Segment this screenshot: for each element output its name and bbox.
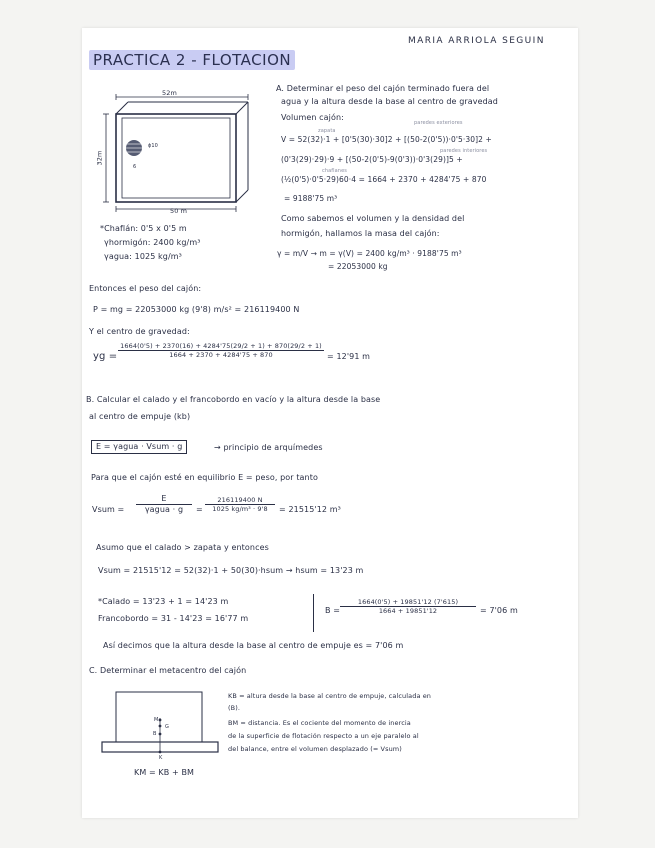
mass-eq-2: = 22053000 kg [328, 262, 388, 271]
property-agua: γagua: 1025 kg/m³ [104, 252, 182, 261]
b-fraction [340, 598, 476, 615]
mass-eq-1: γ = m/V → m = γ(V) = 2400 kg/m³ · 9188'75 m³ [277, 249, 462, 258]
vsum-fraction-2 [205, 496, 275, 513]
weight-eq: P = mg = 22053000 kg (9'8) m/s² = 216119400 N [93, 305, 300, 314]
hole-sub-label: 6 [133, 164, 137, 170]
weight-intro: Entonces el peso del cajón: [89, 284, 202, 293]
metacentre-label-k: K [159, 755, 163, 761]
mass-text-2: hormigón, hallamos la masa del cajón: [281, 229, 440, 238]
section-a-heading-1: A. Determinar el peso del cajón terminado fuera del [276, 84, 490, 93]
section-b-heading-1: B. Calcular el calado y el francobordo en vacío y la altura desde la base [86, 395, 381, 404]
page-title: PRACTICA 2 - FLOTACION [89, 50, 295, 70]
note-zapata: zapata [318, 128, 336, 134]
dim-left-label: 32m [95, 150, 104, 166]
b-result: = 7'06 m [480, 606, 518, 615]
bm-definition-3: del balance, entre el volumen desplazado (= Vsum) [228, 745, 402, 753]
note-paredes: paredes exteriores [414, 120, 463, 126]
brace-divider [313, 594, 320, 632]
vsum-lhs: Vsum = [92, 505, 125, 514]
kb-definition-2: (B). [228, 704, 240, 712]
b-numerator: 1664(0'5) + 19851'12 (7'615) [340, 598, 476, 607]
cg-lhs: yg = [93, 351, 118, 362]
dim-top-label: 52m [162, 89, 177, 97]
caisson-plan-diagram [96, 88, 266, 220]
note-paredes-int: paredes interiores [440, 148, 488, 154]
kb-definition-1: KB = altura desde la base al centro de empuje, calculada en [228, 692, 432, 700]
vsum-denominator-1: γagua · g [144, 505, 184, 514]
vsum-numerator-1: E [136, 494, 192, 505]
vsum-equals: = [196, 505, 203, 514]
note-chaflanes: chaflanes [322, 168, 347, 174]
km-equation: KM = KB + BM [134, 768, 195, 777]
francobordo-value: Francobordo = 31 - 14'23 = 16'77 m [98, 614, 249, 623]
volume-eq-3: (½(0'5)·0'5·29)60·4 = 1664 + 2370 + 4284'75 + 870 [281, 175, 487, 184]
volume-label: Volumen cajón: [281, 113, 344, 122]
dim-bottom-label: 50 m [170, 207, 188, 215]
calado-value: *Calado = 13'23 + 1 = 14'23 m [98, 597, 229, 606]
vsum-fraction-1 [136, 494, 192, 515]
vsum-numerator-2: 216119400 N [205, 496, 275, 505]
vsum-denominator-2: 1025 kg/m³ · 9'8 [212, 505, 268, 513]
section-a-heading-2: agua y la altura desde la base al centro de gravedad [281, 97, 498, 106]
cg-fraction [118, 342, 324, 359]
volume-eq-2: (0'3(29)·29)·9 + [(50-2(0'5)-9(0'3))·0'3(29)]5 + [281, 155, 463, 164]
volume-eq-1: V = 52(32)·1 + [0'5(30)·30]2 + [(50-2(0'5))·0'5·30]2 + [281, 135, 492, 144]
bm-definition-1: BM = distancia. Es el cociente del momento de inercia [228, 719, 411, 727]
cg-intro: Y el centro de gravedad: [89, 327, 190, 336]
author-name: MARIA ARRIOLA SEGUIN [408, 36, 545, 46]
vsum-result: = 21515'12 m³ [279, 505, 341, 514]
b-denominator: 1664 + 19851'12 [378, 607, 438, 615]
archimedes-note: → principio de arquímedes [214, 443, 323, 452]
property-chaflan: *Chaflán: 0'5 x 0'5 m [100, 224, 187, 233]
metacentre-label-g: G [165, 724, 169, 730]
mass-text-1: Como sabemos el volumen y la densidad del [281, 214, 465, 223]
section-c-heading: C. Determinar el metacentro del cajón [89, 666, 247, 675]
metacentre-label-b: B [153, 731, 157, 737]
bm-definition-2: de la superficie de flotación respecto a un eje paralelo al [228, 732, 419, 740]
metacentre-label-m: M [154, 717, 159, 723]
assume-text: Asumo que el calado > zapata y entonces [96, 543, 269, 552]
hole-label: ϕ10 [148, 143, 158, 149]
conclusion-text: Así decimos que la altura desde la base al centro de empuje es = 7'06 m [103, 641, 404, 650]
property-hormigon: γhormigón: 2400 kg/m³ [104, 238, 201, 247]
cg-result: = 12'91 m [327, 352, 371, 361]
cg-numerator: 1664(0'5) + 2370(16) + 4284'75(29/2 + 1) + 870(29/2 + 1) [118, 342, 324, 351]
volume-eq-4: = 9188'75 m³ [284, 194, 338, 203]
section-b-heading-2: al centro de empuje (kb) [89, 412, 191, 421]
equilibrium-text: Para que el cajón esté en equilibrio E = peso, por tanto [91, 473, 318, 482]
b-lhs: B = [325, 606, 341, 615]
archimedes-eq: E = γagua · Vsum · g [91, 440, 187, 454]
hsum-eq: Vsum = 21515'12 = 52(32)·1 + 50(30)·hsum → hsum = 13'23 m [98, 566, 364, 575]
cg-denominator: 1664 + 2370 + 4284'75 + 870 [169, 351, 273, 359]
